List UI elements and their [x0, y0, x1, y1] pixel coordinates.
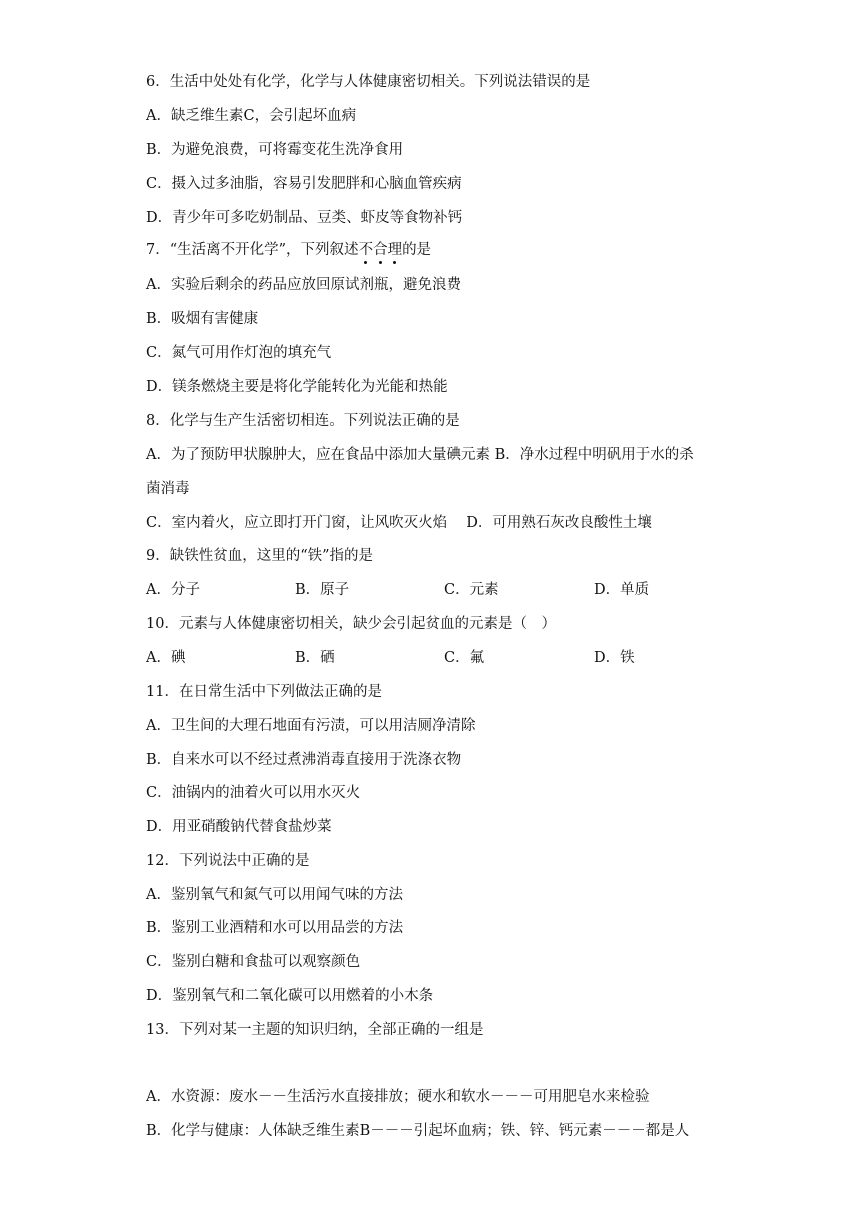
- q10-option-d: D．铁: [594, 650, 635, 666]
- q10-option-b: B．硒: [295, 650, 335, 666]
- q11-option-a: A．卫生间的大理石地面有污渍，可以用洁厕净清除: [146, 718, 476, 734]
- q7-stem-pre: 7．“生活离不开化学”，下列叙述: [146, 242, 359, 258]
- q7-stem: [146, 240, 431, 260]
- q13-option-b: B．化学与健康：人体缺乏维生素B－－－引起坏血病；铁、锌、钙元素－－－都是人: [146, 1123, 690, 1139]
- q7-option-d: D．镁条燃烧主要是将化学能转化为光能和热能: [146, 379, 448, 395]
- q7-option-a: A．实验后剩余的药品应放回原试剂瓶，避免浪费: [146, 277, 461, 293]
- q6-option-d: D．青少年可多吃奶制品、豆类、虾皮等食物补钙: [146, 210, 463, 226]
- q8-option-b-continued: 菌消毒: [146, 481, 190, 497]
- q12-option-b: B．鉴别工业酒精和水可以用品尝的方法: [146, 920, 404, 936]
- q10-stem: 10．元素与人体健康密切相关，缺少会引起贫血的元素是（ ）: [146, 616, 556, 632]
- q11-option-d: D．用亚硝酸钠代替食盐炒菜: [146, 819, 332, 835]
- q11-option-c: C．油锅内的油着火可以用水灭火: [146, 785, 361, 801]
- q8-options-cd: C．室内着火，应立即打开门窗，让风吹灭火焰 D．可用熟石灰改良酸性土壤: [146, 515, 652, 531]
- q13-option-a: A．水资源：废水－－生活污水直接排放；硬水和软水－－－可用肥皂水来检验: [146, 1089, 650, 1105]
- q12-option-c: C．鉴别白糖和食盐可以观察颜色: [146, 954, 361, 970]
- q11-stem: 11．在日常生活中下列做法正确的是: [146, 684, 382, 700]
- q7-emphasis-char-1: 不: [358, 242, 374, 258]
- q6-stem: 6．生活中处处有化学，化学与人体健康密切相关。下列说法错误的是: [146, 74, 591, 90]
- q11-option-b: B．自来水可以不经过煮沸消毒直接用于洗涤衣物: [146, 752, 462, 768]
- q12-stem: 12．下列说法中正确的是: [146, 853, 310, 869]
- q9-option-d: D．单质: [594, 582, 650, 598]
- q7-stem-post: 的是: [402, 242, 432, 258]
- q6-option-c: C．摄入过多油脂，容易引发肥胖和心脑血管疾病: [146, 176, 462, 192]
- q7-emphasis-char-3: 理: [387, 242, 403, 258]
- q9-option-c: C．元素: [444, 582, 499, 598]
- q7-emphasis-char-2: 合: [373, 242, 388, 258]
- q9-option-a: A．分子: [146, 582, 200, 598]
- q8-options-ab: A．为了预防甲状腺肿大，应在食品中添加大量碘元素 B．净水过程中明矾用于水的杀: [146, 447, 694, 463]
- q6-option-b: B．为避免浪费，可将霉变花生洗净食用: [146, 142, 404, 158]
- q9-stem: 9．缺铁性贫血，这里的“铁”指的是: [146, 548, 374, 564]
- q13-stem: 13．下列对某一主题的知识归纳，全部正确的一组是: [146, 1022, 484, 1038]
- q8-stem: 8．化学与生产生活密切相连。下列说法正确的是: [146, 413, 460, 429]
- q12-option-d: D．鉴别氧气和二氧化碳可以用燃着的小木条: [146, 988, 434, 1004]
- q10-option-a: A．碘: [146, 650, 186, 666]
- q9-option-b: B．原子: [295, 582, 350, 598]
- q10-option-c: C．氟: [444, 650, 485, 666]
- q7-option-c: C．氮气可用作灯泡的填充气: [146, 345, 332, 361]
- q6-option-a: A．缺乏维生素C，会引起坏血病: [146, 108, 357, 124]
- q12-option-a: A．鉴别氧气和氮气可以用闻气味的方法: [146, 887, 403, 903]
- q7-option-b: B．吸烟有害健康: [146, 311, 259, 327]
